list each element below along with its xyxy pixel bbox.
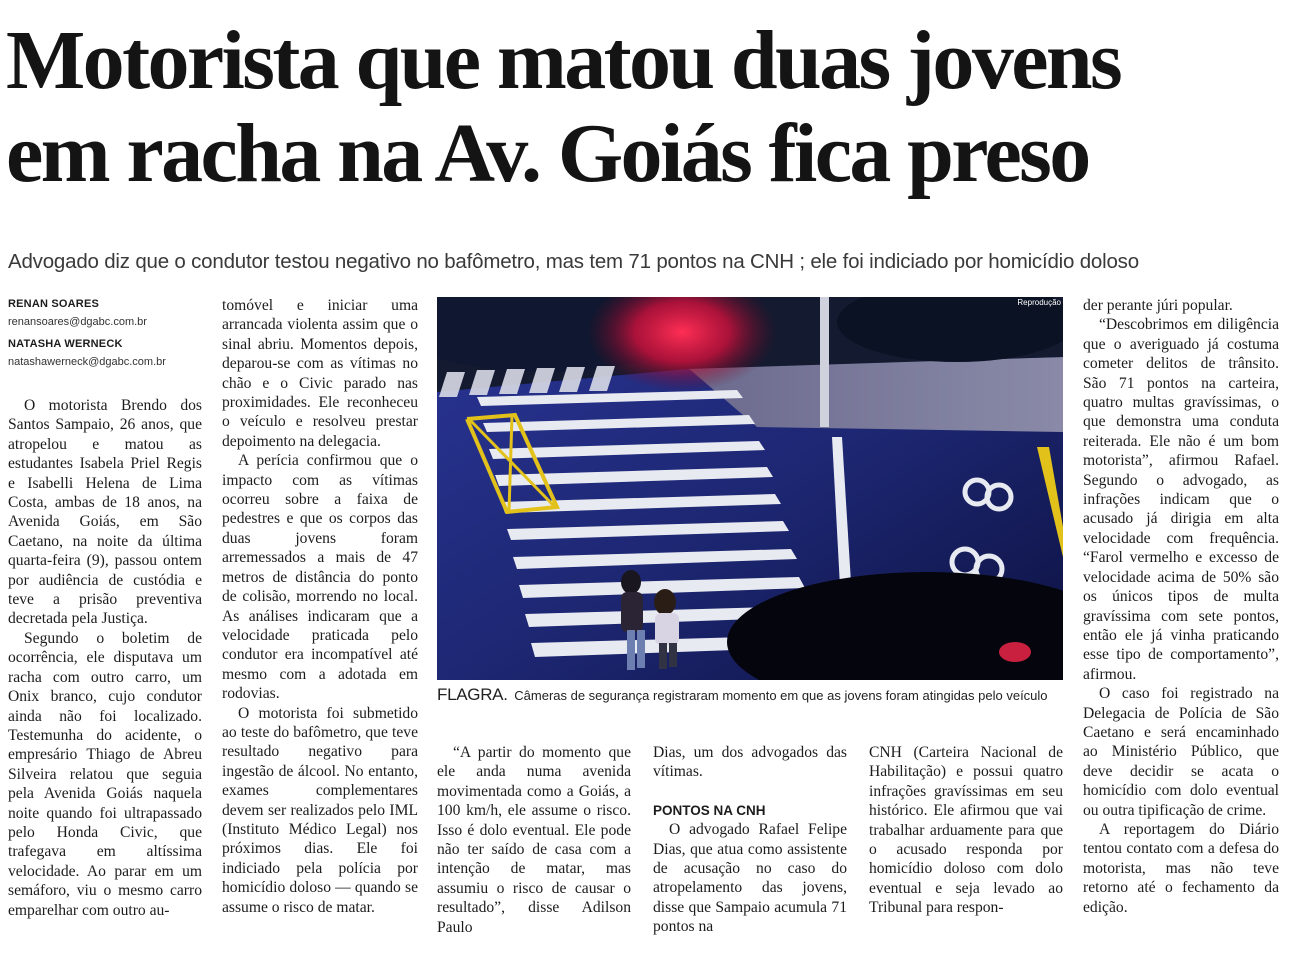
article-column-4 (653, 743, 847, 937)
byline-email[interactable]: natashawerneck@dgabc.com.br (8, 356, 166, 368)
article-paragraph: A perícia confirmou que o impacto com as vítimas ocorreu sobre a faixa de pedestres e que os corpos das duas jovens foram arremessados a mais de 47 metros de distância do ponto de colisão, morrendo no local. As análises indicaram que a velocidade praticada pelo condutor era incompatível até mesmo com a adotada em rodovias. (222, 452, 418, 703)
byline-email[interactable]: renansoares@dgabc.com.br (8, 316, 147, 328)
article-paragraph: O caso foi registrado na Delegacia de Polícia de São Caetano e será encaminhado ao Ministério Público, que deve decidir se acata o homicídio com dolo eventual ou outra tipificação de crime. (1083, 685, 1279, 819)
caption-label: FLAGRA. (437, 685, 508, 704)
article-paragraph: O advogado Rafael Felipe Dias, que atua como assistente de acusação no caso do atropelamento das jovens, disse que Sampaio acumula 71 pontos na (653, 821, 847, 936)
article-column-3 (437, 743, 631, 937)
article-paragraph: Segundo o boletim de ocorrência, ele disputava um racha com outro carro, um Onix branco, cujo condutor ainda não foi localizado. Testemunha do acidente, o empresário Thiago de Abreu Silveira relatou que seguia pela Avenida Goiás naquela noite quando foi ultrapassado pelo Honda Civic, que trafegava em altíssima velocidade. Ao parar em um semáforo, viu o mesmo carro emparelhar com outro au- (8, 629, 202, 919)
photo-caption (437, 685, 1077, 706)
article-paragraph: der perante júri popular. (1083, 297, 1233, 314)
article-paragraph: tomóvel e iniciar uma arrancada violenta assim que o sinal abriu. Momentos depois, deparou-se com as vítimas no chão e o Civic parado nas proximidades. Ele reconheceu o veículo e resolveu prestar depoimento na delegacia. (222, 297, 418, 450)
article-paragraph: A reportagem do Diário tentou contato com a defesa do motorista, mas não teve retorno até o fechamento da edição. (1083, 820, 1279, 916)
article-paragraph: O motorista foi submetido ao teste do bafômetro, que teve resultado negativo para ingestão de álcool. No entanto, exames complementares devem ser realizados pelo IML (Instituto Médico Legal) nos próximos dias. Ele foi indiciado pela polícia por homicídio doloso — quando se assume o risco de matar. (222, 704, 418, 916)
headline (6, 14, 1286, 200)
article-paragraph: O motorista Brendo dos Santos Sampaio, 26 anos, que atropelou e matou as estudantes Isabela Priel Regis e Isabelli Helena de Lima Costa, ambas de 18 anos, na Avenida Goiás, em São Caetano, na noite da última quarta-feira (9), passou ontem por audiência de custódia e teve a prisão preventiva decretada pela Justiça. (8, 397, 202, 628)
headline-line-2: em racha na Av. Goiás fica preso (6, 107, 1089, 200)
news-photo (437, 297, 1063, 680)
photo-credit: Reprodução (1017, 298, 1061, 307)
subheadline: Advogado diz que o condutor testou negativo no bafômetro, mas tem 71 pontos na CNH ; ele foi indiciado por homicídio doloso (8, 250, 1139, 273)
section-heading: PONTOS NA CNH (653, 802, 766, 818)
byline-block (8, 297, 202, 373)
byline-name: NATASHA WERNECK (8, 338, 123, 350)
caption-text: Câmeras de segurança registraram momento em que as jovens foram atingidas pelo veículo (514, 688, 1048, 703)
article-paragraph: Dias, um dos advogados das vítimas. (653, 744, 847, 781)
byline-name: RENAN SOARES (8, 298, 100, 310)
crosswalk-scene-illustration (437, 297, 1063, 680)
article-column-6 (1083, 296, 1279, 917)
article-paragraph: “A partir do momento que ele anda numa avenida movimentada como a Goiás, a 100 km/h, ele assume o risco. Isso é dolo eventual. Ele pode não ter saído de casa com a intenção de matar, mas assumiu o risco de causar o resultado”, disse Adilson Paulo (437, 744, 631, 936)
article-column-2 (222, 296, 418, 917)
article-paragraph: CNH (Carteira Nacional de Habilitação) e possui quatro infrações gravíssimas em seu histórico. Ele afirmou que vai trabalhar arduamente para que o acusado responda por homicídio doloso com dolo eventual e seja levado ao Tribunal para respon- (869, 744, 1063, 917)
article-column-1 (8, 297, 202, 920)
article-paragraph: “Descobrimos em diligência que o averiguado já costuma cometer delitos de trânsito. São 71 pontos na carteira, quatro multas gravíssimas, o que demonstra uma conduta reiterada. Ele não é um bom motorista”, afirmou Rafael. Segundo o advogado, as infrações indicam que o acusado já dirigia em alta velocidade com frequência. “Farol vermelho e excesso de velocidade acima de 50% são os únicos tipos de multa gravíssima com sete pontos, então ele já vinha praticando esse tipo de comportamento”, afirmou. (1083, 316, 1279, 683)
article-column-5 (869, 743, 1063, 918)
headline-line-1: Motorista que matou duas jovens (6, 14, 1121, 107)
